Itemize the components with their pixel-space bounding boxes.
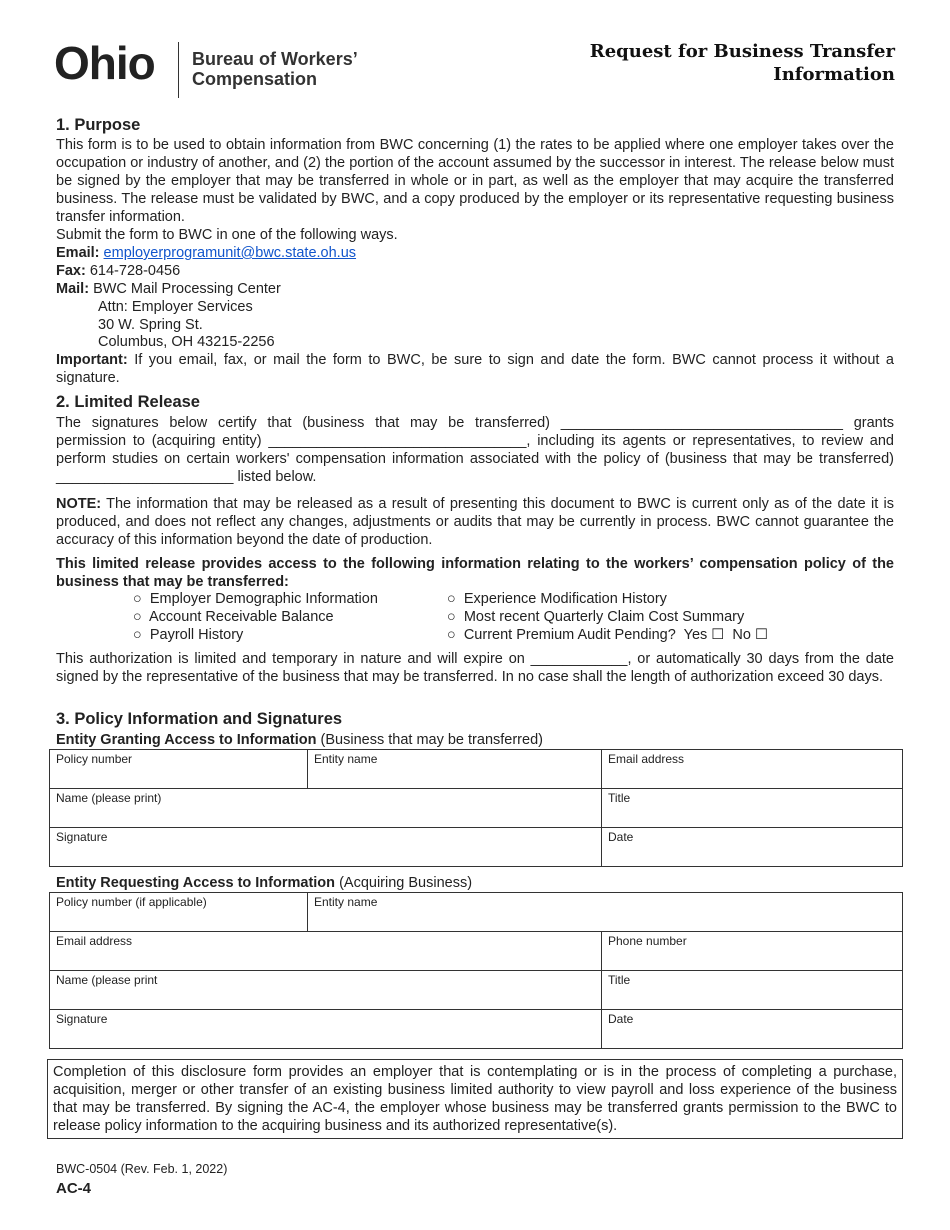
granting-name-field[interactable] [50, 789, 602, 828]
option-label: Payroll History [149, 627, 244, 643]
option-employer-demographic: ○ Employer Demographic Information [133, 591, 378, 607]
note-text: The information that may be released as a result of presenting this document to BWC is current only as of the date it is produced, and does not reflect any changes, adjustments or audits that may be currently in process. BWC cannot guarantee the accuracy of this information beyond the date of production. [56, 496, 894, 548]
field-label: Name (please print) [56, 791, 162, 805]
requesting-signature-field[interactable] [50, 1010, 602, 1049]
granting-entity-subtitle: (Business that may be transferred) [320, 732, 543, 748]
granting-policy-number-field[interactable] [50, 750, 308, 789]
agency-name [192, 49, 358, 89]
option-label: Employer Demographic Information [149, 591, 378, 607]
granting-entity-name-field[interactable] [308, 750, 602, 789]
yes-checkbox[interactable]: ☐ [711, 627, 725, 643]
granting-date-field[interactable] [602, 828, 903, 867]
form-code: AC-4 [56, 1180, 92, 1197]
fax-line [56, 262, 180, 280]
field-label: Date [608, 830, 634, 844]
email-label: Email: [56, 245, 100, 261]
no-checkbox[interactable]: ☐ [754, 627, 768, 643]
section-1-heading: 1. Purpose [56, 116, 141, 134]
field-label: Signature [56, 830, 108, 844]
requesting-policy-number-field[interactable] [50, 893, 308, 932]
granting-signature-field[interactable] [50, 828, 602, 867]
form-number: BWC-0504 (Rev. Feb. 1, 2022) [56, 1162, 228, 1176]
authorization-paragraph: This authorization is limited and temporary in nature and will expire on ____________, or automatically 30 days from the date signed by the representative of the business that may be transferred. In no case shall the length of authorization exceed 30 days. [56, 651, 894, 685]
important-note [56, 351, 894, 387]
field-label: Entity name [314, 752, 378, 766]
ohio-logo: Ohio [54, 37, 155, 89]
release-paragraph: The signatures below certify that (business that may be transferred) ___________________________________ grants permission to (acquiring entity) ________________________________, including its agents or representatives, to review and perform studies on certain workers' compensation information associated with the policy of (business that may be transferred) ______________________ listed below. [56, 415, 894, 485]
form-title [590, 40, 895, 86]
field-label: Entity name [314, 895, 378, 909]
option-premium-audit-pending: ○ Current Premium Audit Pending? Yes ☐ No ☐ [447, 627, 768, 643]
mail-label: Mail: [56, 281, 90, 297]
requesting-email-field[interactable] [50, 932, 602, 971]
section-3-heading: 3. Policy Information and Signatures [56, 710, 343, 728]
section-2-heading: 2. Limited Release [56, 393, 200, 411]
fax-label: Fax: [56, 263, 86, 279]
mail-address-line-3: 30 W. Spring St. [98, 317, 203, 333]
option-payroll-history: ○ Payroll History [133, 627, 244, 643]
mail-address-line-2: Attn: Employer Services [98, 299, 253, 315]
option-experience-modification: ○ Experience Modification History [447, 591, 667, 607]
form-title-line-2: Information [773, 64, 895, 85]
granting-email-field[interactable] [602, 750, 903, 789]
option-label: Most recent Quarterly Claim Cost Summary [463, 609, 745, 625]
field-label: Phone number [608, 934, 687, 948]
mail-line [56, 280, 281, 298]
requesting-entity-subtitle: (Acquiring Business) [339, 875, 473, 891]
disclosure-box: Completion of this disclosure form provides an employer that is contemplating or is in the process of completing a purchase, acquisition, merger or other transfer of an existing business limited authority to view payroll and loss experience of the business that may be transferred. By signing the AC-4, the employer whose business may be transferred grants permission to the BWC to release policy information to the acquiring business and its authorized representative(s). [47, 1059, 903, 1139]
requesting-title-field[interactable] [602, 971, 903, 1010]
no-label: No [732, 627, 751, 643]
field-label: Email address [56, 934, 133, 948]
granting-entity-heading [56, 731, 543, 749]
important-text: If you email, fax, or mail the form to BWC, be sure to sign and date the form. BWC cannot process it without a signature. [56, 352, 895, 386]
requesting-phone-field[interactable] [602, 932, 903, 971]
logo-divider [178, 42, 179, 98]
option-label: Experience Modification History [463, 591, 667, 607]
field-label: Email address [608, 752, 685, 766]
requesting-entity-name-field[interactable] [308, 893, 903, 932]
field-label: Title [608, 973, 631, 987]
note-label: NOTE: [56, 496, 102, 512]
option-quarterly-claim-cost: ○ Most recent Quarterly Claim Cost Summary [447, 609, 745, 625]
field-label: Policy number [56, 752, 133, 766]
field-label: Title [608, 791, 631, 805]
requesting-name-field[interactable] [50, 971, 602, 1010]
requesting-date-field[interactable] [602, 1010, 903, 1049]
purpose-paragraph: This form is to be used to obtain information from BWC concerning (1) the rates to be applied where one employer takes over the occupation or industry of another, and (2) the portion of the account assumed by the successor in interest. The release below must be signed by the employer that may be transferred in whole or in part, as well as the employer that may acquire the transferred business. The release must be validated by BWC, and a copy produced by the employer or its representative requesting business transfer information. [56, 137, 894, 225]
requesting-entity-table [49, 892, 903, 1049]
granting-entity-title: Entity Granting Access to Information [56, 732, 317, 748]
yes-label: Yes [683, 627, 708, 643]
option-account-receivable: ○ Account Receivable Balance [133, 609, 334, 625]
field-label: Policy number (if applicable) [56, 895, 207, 909]
mail-address-line-4: Columbus, OH 43215-2256 [98, 334, 275, 350]
field-label: Signature [56, 1012, 108, 1026]
important-label: Important: [56, 352, 128, 368]
requesting-entity-heading [56, 874, 472, 892]
requesting-entity-title: Entity Requesting Access to Information [56, 875, 336, 891]
agency-line-2: Compensation [192, 69, 318, 89]
email-link[interactable]: employerprogramunit@bwc.state.oh.us [103, 245, 357, 261]
option-label: Current Premium Audit Pending? [463, 627, 676, 643]
access-statement: This limited release provides access to the following information relating to the workers’ compensation policy of the business that may be transferred: [56, 556, 894, 590]
mail-address-line-1: BWC Mail Processing Center [93, 281, 281, 297]
granting-title-field[interactable] [602, 789, 903, 828]
form-title-line-1: Request for Business Transfer [589, 41, 895, 62]
field-label: Name (please print [56, 973, 158, 987]
fax-value: 614-728-0456 [89, 263, 181, 279]
email-line [56, 244, 356, 262]
granting-entity-table [49, 749, 903, 867]
field-label: Date [608, 1012, 634, 1026]
note-paragraph [56, 495, 894, 549]
submit-instructions: Submit the form to BWC in one of the following ways. [56, 227, 398, 243]
option-label: Account Receivable Balance [149, 609, 334, 625]
agency-line-1: Bureau of Workers’ [192, 49, 358, 69]
